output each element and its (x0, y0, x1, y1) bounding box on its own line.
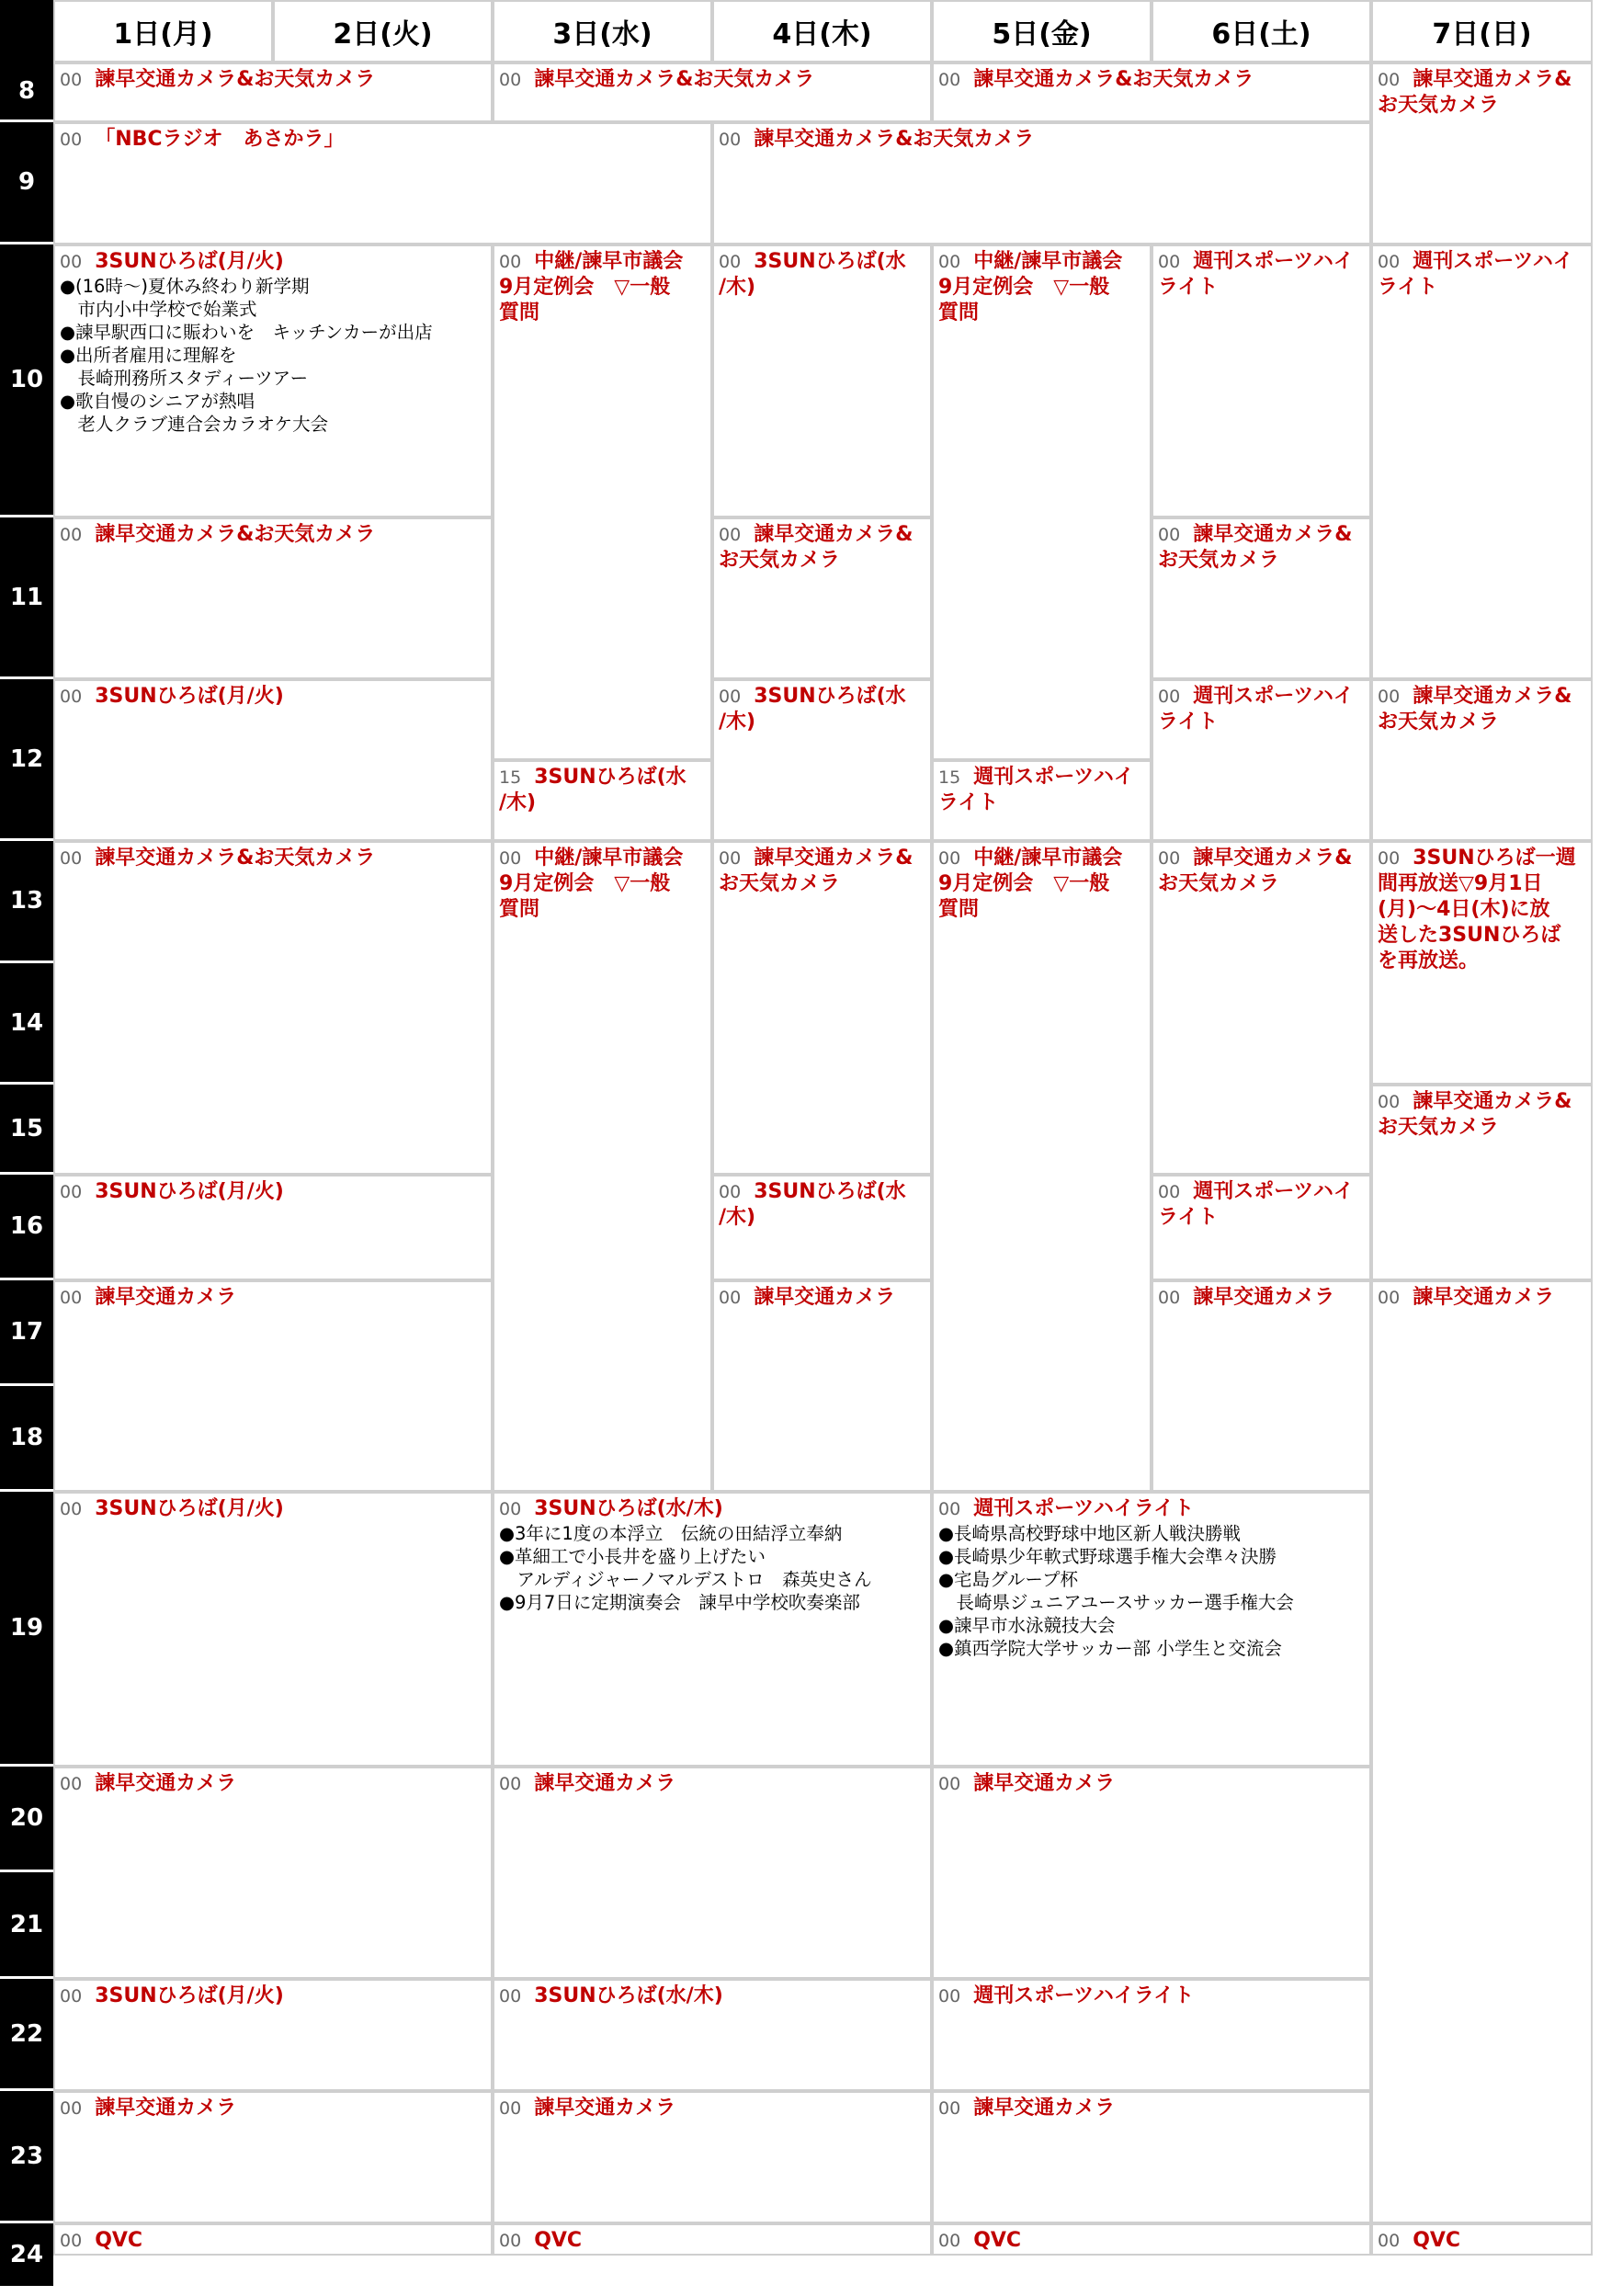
program-title: 3SUNひろば(水 /木) (719, 685, 906, 733)
program-time: 00 (499, 848, 522, 869)
program-title: 中継/諫早市議会 9月定例会 ▽一般 質問 (499, 250, 684, 324)
program-time: 00 (719, 525, 742, 545)
program-title: 「NBCラジオ あさかラ」 (95, 128, 345, 151)
program-block[interactable] (1371, 1085, 1593, 1280)
program-time: 00 (60, 1499, 83, 1519)
program-title: 中継/諫早市議会 9月定例会 ▽一般 質問 (938, 250, 1123, 324)
program-title: 週刊スポーツハイ ライト (1158, 250, 1354, 299)
program-block[interactable] (932, 63, 1371, 122)
program-block[interactable] (932, 2223, 1371, 2256)
program-title: 諫早交通カメラ (1193, 1286, 1335, 1309)
program-title: 諫早交通カメラ (1413, 1286, 1555, 1309)
program-title: 週刊スポーツハイ ライト (1378, 250, 1573, 299)
hour-label: 10 (0, 244, 53, 517)
program-time: 00 (1158, 687, 1181, 707)
program-block[interactable] (53, 1280, 493, 1492)
program-title: 諫早交通カメラ&お天気カメラ (95, 68, 376, 91)
program-time: 00 (938, 2231, 961, 2251)
program-time: 00 (1378, 687, 1401, 707)
program-time: 00 (60, 687, 83, 707)
program-block[interactable] (493, 2223, 932, 2256)
hour-label: 9 (0, 122, 53, 244)
program-time: 00 (60, 525, 83, 545)
program-time: 00 (60, 1986, 83, 2006)
day-header: 4日(木) (712, 0, 932, 63)
day-header: 1日(月) (53, 0, 273, 63)
program-block[interactable] (493, 760, 712, 841)
program-block[interactable] (493, 244, 712, 760)
program-time: 00 (719, 1182, 742, 1202)
program-title: 諫早交通カメラ (973, 2097, 1116, 2120)
program-title: 週刊スポーツハイライト (973, 1984, 1195, 2007)
program-block[interactable] (53, 841, 493, 1175)
program-title: 諫早交通カメラ& お天気カメラ (1378, 685, 1572, 733)
program-block[interactable] (53, 679, 493, 841)
program-time: 00 (719, 848, 742, 869)
program-time: 00 (1158, 1182, 1181, 1202)
program-details: ●長崎県高校野球中地区新人戦決勝戦 ●長崎県少年軟式野球選手権大会準々決勝 ●宅島グループ杯 長崎県ジュニアユースサッカー選手権大会 ●諫早市水泳競技大会 ●鎮西学院大学サッカー部 小学生と交流会 (938, 1523, 1294, 1659)
hour-label: 20 (0, 1767, 53, 1872)
program-block[interactable] (493, 1767, 932, 1979)
hour-label: 19 (0, 1492, 53, 1767)
program-title: 週刊スポーツハイ ライト (1158, 1180, 1354, 1229)
program-time: 00 (1158, 525, 1181, 545)
program-time: 00 (60, 1774, 83, 1794)
program-block[interactable] (493, 1979, 932, 2091)
program-block[interactable] (1152, 517, 1371, 679)
program-block[interactable] (932, 2091, 1371, 2223)
hour-label: 12 (0, 679, 53, 841)
program-title: 諫早交通カメラ& お天気カメラ (719, 523, 913, 572)
program-block[interactable] (1371, 2223, 1593, 2256)
program-title: 諫早交通カメラ (973, 1772, 1116, 1795)
program-time: 00 (60, 2231, 83, 2251)
program-time: 00 (60, 70, 83, 90)
program-time: 00 (938, 1986, 961, 2006)
program-title: 諫早交通カメラ& お天気カメラ (1158, 523, 1353, 572)
program-block[interactable] (53, 122, 712, 244)
program-title: 週刊スポーツハイ ライト (1158, 685, 1354, 733)
hour-label: 8 (0, 63, 53, 122)
program-title: 諫早交通カメラ&お天気カメラ (754, 128, 1035, 151)
program-block[interactable] (932, 1492, 1371, 1767)
program-title: 諫早交通カメラ&お天気カメラ (95, 847, 376, 870)
program-block[interactable] (1152, 244, 1371, 517)
program-time: 00 (1378, 252, 1401, 272)
program-title: 諫早交通カメラ& お天気カメラ (719, 847, 913, 895)
program-time: 00 (1158, 848, 1181, 869)
program-block[interactable] (1152, 1280, 1371, 1492)
program-block[interactable] (53, 2223, 493, 2256)
day-header: 7日(日) (1371, 0, 1593, 63)
program-time: 00 (499, 252, 522, 272)
program-title: 諫早交通カメラ (534, 1772, 676, 1795)
program-block[interactable] (53, 1175, 493, 1280)
program-title: 3SUNひろば(月/火) (95, 1180, 284, 1203)
program-title: 3SUNひろば(月/火) (95, 250, 284, 273)
program-title: 3SUNひろば(月/火) (95, 1497, 284, 1520)
program-block[interactable] (493, 63, 932, 122)
program-time: 00 (1378, 1288, 1401, 1308)
hour-label: 17 (0, 1280, 53, 1386)
program-title: 3SUNひろば(月/火) (95, 685, 284, 708)
program-time: 00 (1378, 1092, 1401, 1112)
program-block[interactable] (932, 841, 1152, 1492)
program-block[interactable] (53, 2091, 493, 2223)
program-time: 00 (60, 1182, 83, 1202)
day-header: 5日(金) (932, 0, 1152, 63)
program-time: 15 (938, 767, 961, 788)
hour-label: 22 (0, 1979, 53, 2091)
program-block[interactable] (1371, 841, 1593, 1085)
program-title: 中継/諫早市議会 9月定例会 ▽一般 質問 (499, 847, 684, 921)
program-block[interactable] (932, 1979, 1371, 2091)
program-title: 諫早交通カメラ& お天気カメラ (1378, 68, 1572, 117)
program-title: QVC (534, 2229, 583, 2252)
program-time: 00 (938, 70, 961, 90)
program-block[interactable] (53, 1492, 493, 1767)
program-title: 3SUNひろば(水 /木) (499, 766, 687, 814)
program-title: 諫早交通カメラ (95, 1286, 237, 1309)
program-time: 00 (938, 252, 961, 272)
program-block[interactable] (932, 244, 1152, 760)
program-time: 00 (1378, 2231, 1401, 2251)
program-block[interactable] (712, 517, 932, 679)
program-block[interactable] (53, 1979, 493, 2091)
program-time: 00 (60, 1288, 83, 1308)
program-title: 諫早交通カメラ (754, 1286, 896, 1309)
program-block[interactable] (53, 63, 493, 122)
program-block[interactable] (493, 841, 712, 1492)
program-title: 諫早交通カメラ&お天気カメラ (973, 68, 1254, 91)
program-block[interactable] (932, 1767, 1371, 1979)
program-time: 00 (60, 252, 83, 272)
program-block[interactable] (1152, 1175, 1371, 1280)
program-time: 00 (499, 2098, 522, 2119)
program-time: 00 (1378, 848, 1401, 869)
program-block[interactable] (1152, 841, 1371, 1175)
program-block[interactable] (1371, 244, 1593, 679)
program-title: 諫早交通カメラ&お天気カメラ (95, 523, 376, 546)
program-title: 3SUNひろば(水/木) (534, 1984, 723, 2007)
hour-label: 24 (0, 2223, 53, 2289)
program-block[interactable] (53, 517, 493, 679)
program-title: 3SUNひろば(水 /木) (719, 250, 906, 299)
program-time: 00 (499, 1986, 522, 2006)
program-title: 諫早交通カメラ (95, 2097, 237, 2120)
day-header: 3日(水) (493, 0, 712, 63)
program-title: 3SUNひろば(水 /木) (719, 1180, 906, 1229)
program-time: 00 (60, 130, 83, 150)
program-time: 00 (719, 252, 742, 272)
hour-label: 21 (0, 1872, 53, 1979)
program-time: 00 (499, 1774, 522, 1794)
program-block[interactable] (712, 1280, 932, 1492)
program-title: 諫早交通カメラ (534, 2097, 676, 2120)
program-block[interactable] (1371, 1280, 1593, 2223)
hour-label: 14 (0, 963, 53, 1085)
program-title: 諫早交通カメラ (95, 1772, 237, 1795)
program-time: 00 (938, 1499, 961, 1519)
day-header: 6日(土) (1152, 0, 1371, 63)
program-block[interactable] (53, 1767, 493, 1979)
program-time: 00 (1378, 70, 1401, 90)
program-time: 00 (719, 130, 742, 150)
program-title: 諫早交通カメラ& お天気カメラ (1378, 1090, 1572, 1139)
program-time: 00 (938, 848, 961, 869)
program-time: 00 (60, 848, 83, 869)
program-title: 3SUNひろば一週 間再放送▽9月1日 (月)～4日(木)に放 送した3SUNひろば を再放送。 (1378, 847, 1576, 972)
program-block[interactable] (1371, 679, 1593, 841)
program-time: 00 (60, 2098, 83, 2119)
program-block[interactable] (712, 679, 932, 841)
program-details: ●3年に1度の本浮立 伝統の田結浮立奉納 ●革細工で小長井を盛り上げたい アルディジャーノマルデストロ 森英史さん ●9月7日に定期演奏会 諫早中学校吹奏楽部 (499, 1523, 872, 1613)
program-time: 00 (938, 2098, 961, 2119)
program-details: ●(16時～)夏休み終わり新学期 市内小中学校で始業式 ●諫早駅西口に賑わいを キッチンカーが出店 ●出所者雇用に理解を 長崎刑務所スタディーツアー ●歌自慢のシニアが熱唱 老人クラブ連合会カラオケ大会 (60, 276, 433, 435)
program-title: QVC (1413, 2229, 1461, 2252)
program-time: 00 (499, 1499, 522, 1519)
program-time: 00 (719, 1288, 742, 1308)
program-time: 00 (1158, 1288, 1181, 1308)
program-title: 週刊スポーツハイライト (973, 1497, 1195, 1520)
day-header: 2日(火) (273, 0, 493, 63)
program-block[interactable] (932, 760, 1152, 841)
program-block[interactable] (493, 1492, 932, 1767)
hour-label: 13 (0, 841, 53, 963)
program-block[interactable] (712, 1175, 932, 1280)
program-block[interactable] (712, 841, 932, 1175)
program-time: 15 (499, 767, 522, 788)
hour-label: 15 (0, 1085, 53, 1175)
hour-label: 16 (0, 1175, 53, 1280)
program-block[interactable] (493, 2091, 932, 2223)
program-time: 00 (719, 687, 742, 707)
program-block[interactable] (712, 122, 1371, 244)
program-block[interactable] (1152, 679, 1371, 841)
program-title: 3SUNひろば(水/木) (534, 1497, 723, 1520)
program-title: 週刊スポーツハイ ライト (938, 766, 1134, 814)
program-title: 諫早交通カメラ&お天気カメラ (534, 68, 815, 91)
program-title: 3SUNひろば(月/火) (95, 1984, 284, 2007)
hour-label: 23 (0, 2091, 53, 2223)
program-title: 中継/諫早市議会 9月定例会 ▽一般 質問 (938, 847, 1123, 921)
program-time: 00 (1158, 252, 1181, 272)
program-block[interactable] (53, 244, 493, 517)
program-time: 00 (499, 70, 522, 90)
program-time: 00 (499, 2231, 522, 2251)
hour-label: 18 (0, 1386, 53, 1492)
corner-cell (0, 0, 53, 63)
program-time: 00 (938, 1774, 961, 1794)
program-title: 諫早交通カメラ& お天気カメラ (1158, 847, 1353, 895)
hour-label: 11 (0, 517, 53, 679)
program-title: QVC (95, 2229, 143, 2252)
program-block[interactable] (712, 244, 932, 517)
program-block[interactable] (1371, 63, 1593, 244)
program-title: QVC (973, 2229, 1022, 2252)
